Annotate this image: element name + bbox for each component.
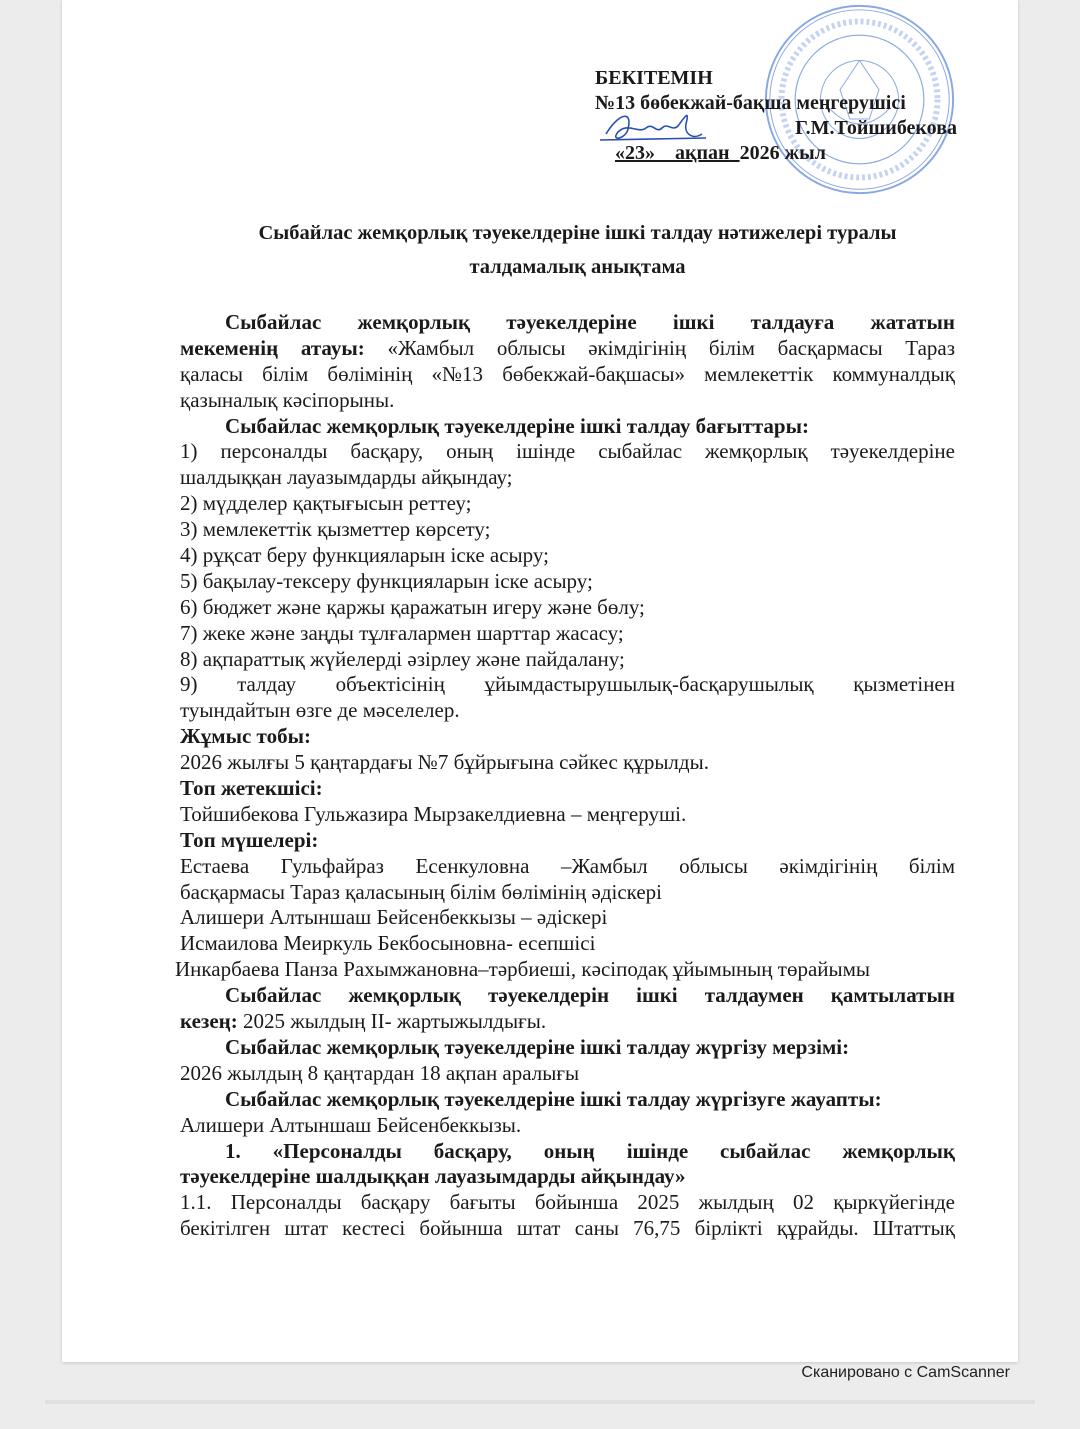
text: қазыналық кәсіпорыны. — [180, 387, 395, 412]
text: 9) талдау объектісінің ұйымдастырушылық-басқарушылық қызметінен — [180, 672, 955, 697]
text-line — [180, 905, 955, 931]
text-line — [180, 1009, 955, 1035]
bold-text: Сыбайлас жемқорлық тәуекелдеріне ішкі талдау жүргізуге жауапты: — [225, 1086, 882, 1111]
text-line — [180, 1113, 955, 1139]
text: Естаева Гульфайраз Есенкуловна –Жамбыл облысы әкімдігінің білім — [180, 853, 955, 878]
text: Тойшибекова Гульжазира Мырзакелдиевна – меңгеруші. — [180, 801, 687, 826]
text-line — [180, 1087, 955, 1113]
text: 7) жеке және заңды тұлғалармен шарттар жасасу; — [180, 620, 624, 645]
text: 8) ақпараттық жүйелерді әзірлеу және пайдалану; — [180, 646, 625, 671]
text: 2025 жылдың ІІ- жартыжылдығы. — [243, 1009, 547, 1034]
text-line — [180, 802, 955, 828]
text: Алишери Алтыншаш Бейсенбеккызы. — [180, 1112, 522, 1137]
text-line — [180, 698, 955, 724]
bold-text: Сыбайлас жемқорлық тәуекелдеріне ішкі талдауға жататын — [225, 310, 955, 334]
title-line-2: талдамалық анықтама — [469, 256, 686, 278]
bold-text: Топ мүшелері: — [180, 827, 319, 852]
text: 6) бюджет және қаржы қаражатын игеру және бөлу; — [180, 594, 645, 619]
bold-text: мекеменің атауы: — [180, 335, 388, 360]
text-line — [180, 569, 955, 595]
text-line — [180, 672, 955, 698]
text: 1.1. Персоналды басқару бағыты бойынша 2025 жылдың 02 қыркүйегінде — [180, 1190, 955, 1215]
bold-text: Сыбайлас жемқорлық тәуекелдеріне ішкі талдау жүргізу мерзімі: — [225, 1034, 850, 1059]
text-line — [180, 828, 955, 854]
text: 3) мемлекеттік қызметтер көрсету; — [180, 517, 491, 542]
text-line — [180, 1164, 955, 1190]
text: 2) мүдделер қақтығысын реттеу; — [180, 491, 472, 516]
text-line — [180, 388, 955, 414]
document-title — [180, 216, 975, 284]
bold-text: Жұмыс тобы: — [180, 724, 311, 749]
text-line — [180, 776, 955, 802]
text-line — [180, 336, 955, 362]
text-line — [180, 724, 955, 750]
text-line — [180, 414, 955, 440]
approval-name: Г.М.Тойшибекова — [795, 117, 957, 139]
text: бекітілген штат кестесі бойынша штат саны 76,75 бірлікті құрайды. Штаттық — [180, 1216, 955, 1241]
text-line — [180, 880, 955, 906]
text-line — [180, 750, 955, 776]
text-line — [180, 1139, 955, 1165]
text-line — [180, 1061, 955, 1087]
text-line — [175, 957, 955, 983]
text-line — [180, 595, 955, 621]
text-line — [180, 983, 955, 1009]
text: «Жамбыл облысы әкімдігінің білім басқармасы Тараз — [387, 335, 956, 360]
approval-day: «23» — [615, 142, 655, 164]
text: шалдыққан лауазымдарды айқындау; — [180, 465, 513, 490]
text-line — [180, 1190, 955, 1216]
text: 4) рұқсат беру функцияларын іске асыру; — [180, 543, 549, 568]
text-line — [180, 931, 955, 957]
text-line — [180, 310, 955, 336]
text-line — [180, 517, 955, 543]
text-line — [180, 465, 955, 491]
text-line — [180, 647, 955, 673]
text-line — [180, 543, 955, 569]
text-line — [180, 854, 955, 880]
text: 5) бақылау-тексеру функцияларын іске асыру; — [180, 568, 593, 593]
text: Алишери Алтыншаш Бейсенбеккызы – әдіскері — [180, 905, 608, 930]
text: басқармасы Тараз қаласының білім бөлімінің әдіскері — [180, 879, 662, 904]
text: 2026 жылдың 8 қаңтардан 18 ақпан аралығы — [180, 1060, 580, 1085]
text: Инкарбаева Панза Рахымжановна–тәрбиеші, кәсіподақ ұйымының төрайымы — [175, 957, 871, 982]
text-line — [180, 1216, 955, 1242]
text: 2026 жылғы 5 қаңтардағы №7 бұйрығына сәйкес құрылды. — [180, 750, 709, 775]
bold-text: Сыбайлас жемқорлық тәуекелдеріне ішкі талдау бағыттары: — [225, 413, 809, 438]
approval-heading: БЕКІТЕМІН — [595, 67, 713, 89]
bottom-divider — [45, 1400, 1035, 1404]
bold-text: Сыбайлас жемқорлық тәуекелдерін ішкі талдаумен қамтылатын — [225, 983, 955, 1008]
bold-text: тәуекелдеріне шалдыққан лауазымдарды айқындау» — [180, 1164, 686, 1189]
text-line — [180, 621, 955, 647]
camscanner-watermark: Сканировано с CamScanner — [801, 1364, 1010, 1381]
approval-month: ақпан — [675, 142, 730, 164]
text: Исмаилова Меиркуль Бекбосыновна- есепшісі — [180, 931, 596, 956]
text-line — [180, 439, 955, 465]
document-body — [175, 310, 956, 1242]
text-line — [180, 1035, 955, 1061]
text: туындайтын өзге де мәселелер. — [180, 698, 460, 723]
approval-position: №13 бөбекжай-бақша меңгерушісі — [595, 92, 906, 114]
approval-year: 2026 жыл — [739, 142, 826, 164]
text: қаласы білім бөлімінің «№13 бөбекжай-бақшасы» мемлекеттік коммуналдық — [180, 361, 955, 386]
text: 1) персоналды басқару, оның ішінде сыбайлас жемқорлық тәуекелдеріне — [180, 439, 955, 464]
bold-text: Топ жетекшісі: — [180, 776, 323, 801]
signature — [598, 104, 708, 149]
title-line-1: Сыбайлас жемқорлық тәуекелдеріне ішкі талдау нәтижелері туралы — [258, 222, 897, 244]
text-line — [180, 491, 955, 517]
text-line — [180, 362, 955, 388]
bold-text: 1. «Персоналды басқару, оның ішінде сыбайлас жемқорлық — [225, 1138, 955, 1163]
bold-text: кезең: — [180, 1009, 243, 1034]
